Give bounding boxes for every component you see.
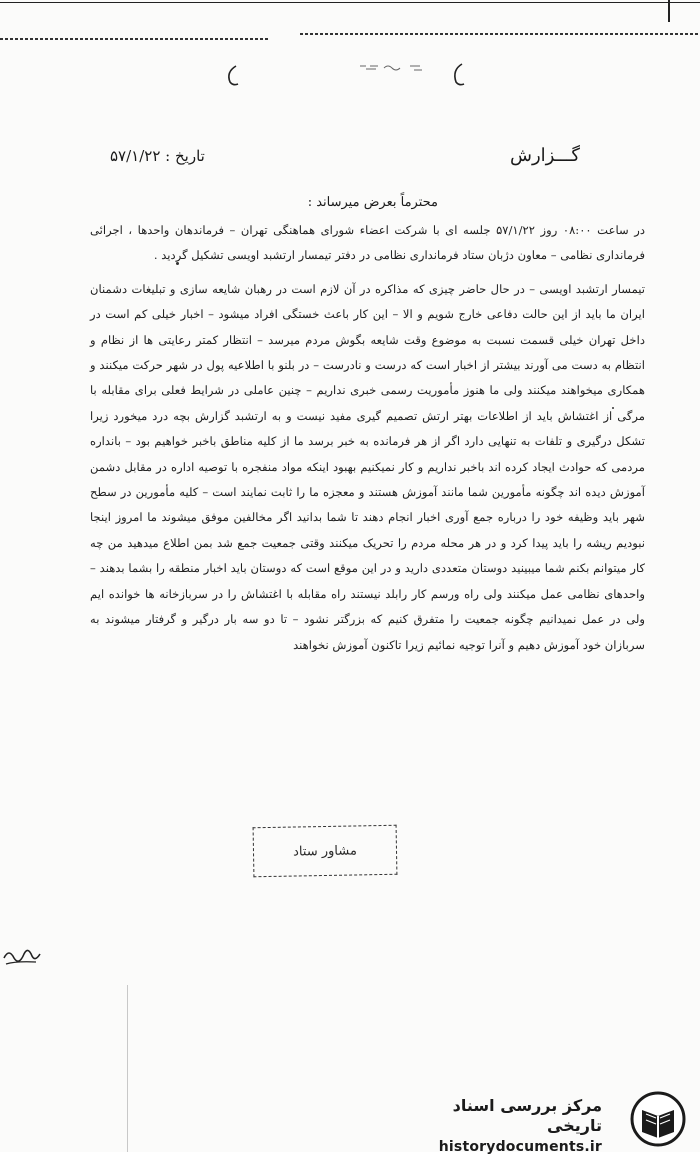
top-hatch-line-right bbox=[300, 33, 700, 35]
letterhead-marks bbox=[200, 58, 500, 98]
watermark-text bbox=[394, 1096, 602, 1158]
left-edge-line bbox=[127, 985, 128, 1152]
margin-scribble bbox=[2, 940, 42, 970]
archive-watermark bbox=[394, 1090, 694, 1155]
report-header bbox=[110, 145, 580, 169]
top-hatch-line bbox=[0, 38, 270, 40]
ink-speck bbox=[612, 407, 614, 409]
paragraph-1: در ساعت ۰۸:۰۰ روز ۵۷/۱/۲۲ جلسه ای با شرکت اعضاء شورای هماهنگی تهران – فرماندهان واحدها ، اجرائی فرمانداری نظامی – معاون دژبان ستاد فرمانداری نظامی در دفتر تیمسار ارتشبد اویسی تشکیل گردید . bbox=[90, 223, 645, 263]
report-title: گـــزارش bbox=[510, 145, 580, 166]
top-border-line bbox=[0, 2, 700, 3]
salutation: محترماً بعرض میرساند : bbox=[307, 195, 438, 210]
right-margin-line bbox=[668, 0, 670, 22]
book-emblem-icon bbox=[628, 1090, 688, 1148]
paragraph-2: تیمسار ارتشبد اویسی – در حال حاضر چیزی که مذاکره در آن لازم است در رهبان شایعه سازی و تبلیغات دشمنان ایران ما باید از این حالت دفاعی خارج شویم و الا – این کار باعث خستگی افراد میشود – اخبار خیلی کم است در داخل تهران خیلی قسمت نسبت به موضوع وقت شایعه بگوش مردم میرسد – انتظار کمتر رعایتی ها از نظام و انتظام به دست می آورند بیشتر از اخبار است که درست و نادرست – در بلنو با اطلاعیه پول در شهر حرکت میکنند و همکاری میخواهند میکنند ولی ما هنوز مأموریت رسمی خبری نداریم – چنین عاملی در شرایط فعلی برای مقابله با مرگی از اغتشاش باید از اطلاعات بهتر ارتش تصمیم گیری مفید نیست و به ارتشبد گزارش بچه درد میخورد زیرا تشکل درگیری و تلفات به تنهایی دارد اگر از هر فرمانده به خبر برسد ما از کلیه مناطق باخبر خواهیم بود – بانداره مردمی که حوادث ایجاد کرده اند باخبر نداریم و کار نمیکنیم بهبود اینکه مواد منفجره با توصیه اداره در مقابل دشمن آموزش دیده اند چگونه مأمورین شما مانند آموزش هستند و معجزه ما را ثابت نمایند است – کلیه مأمورین در سطح شهر باید وظیفه خود را درباره جمع آوری اخبار انجام دهند تا شما بدانید اگر مخالفین موفق میشوند ما امروز اینجا نبودیم ریشه را باید پیدا کرد و در هر محله مردم را تحریک میکنند وقتی جمعیت جمع شد بمن اطلاع میدهید من چه کار میتوانم بکنم شما میبینید دوستان متعددی دارید و در این موقع است که دوستان باید اخبار منطقه را بشما بدهند – واحدهای نظامی عمل میکنند ولی راه ورسم کار رابلد نیستند راه مقابله با اغتشاش را در سربازخانه ها خوانده ایم ولی در عمل نمیدانیم چگونه جمعیت را متفرق کنیم که بزرگتر نشود – تا دو سه بار درگیر و گرفتار میشوند به سربازان خود آموزش دهیم و آنرا توجیه نمائیم زیرا تاکنون آموزش نخواهند bbox=[90, 281, 645, 652]
watermark-url: historydocuments.ir bbox=[438, 1139, 602, 1155]
report-body bbox=[90, 218, 645, 658]
signature-stamp: مشاور ستاد bbox=[253, 825, 398, 878]
report-date: تاریخ : ۵۷/۱/۲۲ bbox=[110, 147, 205, 165]
ink-speck bbox=[176, 262, 179, 265]
watermark-org-name: مرکز بررسی اسناد تاریخی bbox=[452, 1096, 602, 1135]
